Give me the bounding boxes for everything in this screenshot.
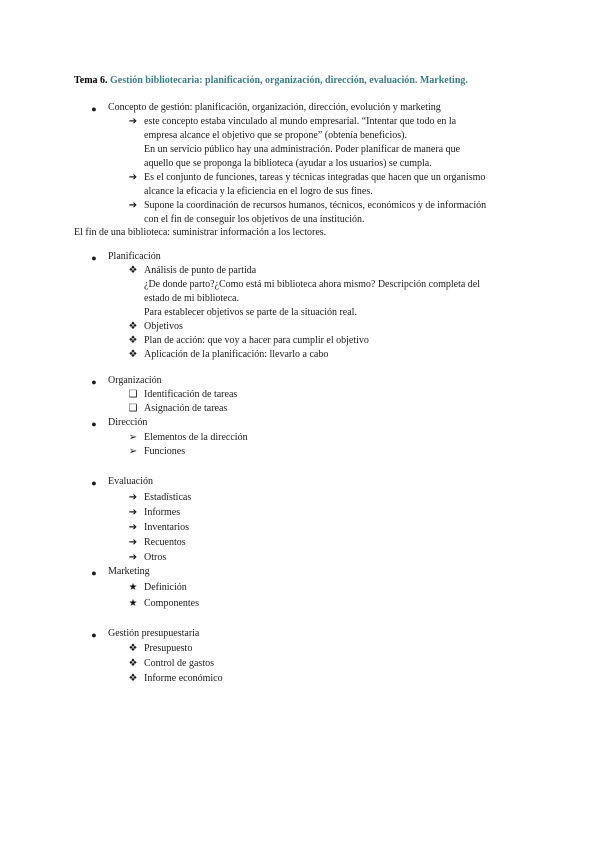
planificacion-line: Para establecer objetivos se parte de la situación real. bbox=[144, 307, 357, 318]
presupuestaria-item: Presupuesto bbox=[144, 643, 193, 654]
arrow-icon: ➔ bbox=[128, 552, 138, 563]
bullet-icon: ● bbox=[91, 568, 97, 578]
arrow-icon: ➔ bbox=[128, 537, 138, 548]
star-icon: ★ bbox=[128, 582, 138, 593]
gestion-presupuestaria-heading: Gestión presupuestaria bbox=[108, 628, 200, 639]
bullet-icon: ● bbox=[91, 377, 97, 387]
diamond-icon: ❖ bbox=[128, 321, 138, 332]
checkbox-square-icon: ❏ bbox=[128, 389, 138, 400]
marketing-item: Definición bbox=[144, 582, 187, 593]
diamond-icon: ❖ bbox=[128, 658, 138, 669]
chevron-arrow-icon: ➢ bbox=[128, 432, 138, 443]
direccion-item: Funciones bbox=[144, 446, 186, 457]
planificacion-line: Objetivos bbox=[144, 321, 183, 332]
star-icon: ★ bbox=[128, 598, 138, 609]
diamond-icon: ❖ bbox=[128, 349, 138, 360]
page-title bbox=[74, 74, 468, 88]
diamond-icon: ❖ bbox=[128, 265, 138, 276]
planificacion-line: estado de mi biblioteca. bbox=[144, 293, 239, 304]
title-prefix: Tema 6. bbox=[74, 75, 108, 86]
bullet-icon: ● bbox=[91, 104, 97, 114]
direccion-item: Elementos de la dirección bbox=[144, 432, 248, 443]
concepto-heading: Concepto de gestión: planificación, organización, dirección, evolución y marketing bbox=[108, 102, 441, 113]
concepto-line: En un servicio público hay una administración. Poder planificar de manera que bbox=[144, 144, 461, 155]
direccion-heading: Dirección bbox=[108, 417, 148, 428]
evaluacion-heading: Evaluación bbox=[108, 476, 153, 487]
arrow-icon: ➔ bbox=[128, 116, 138, 127]
concepto-line: este concepto estaba vinculado al mundo empresarial. “Intentar que todo en la bbox=[144, 116, 457, 127]
presupuestaria-item: Control de gastos bbox=[144, 658, 214, 669]
evaluacion-item: Estadísticas bbox=[144, 492, 192, 503]
diamond-icon: ❖ bbox=[128, 335, 138, 346]
bullet-icon: ● bbox=[91, 419, 97, 429]
bullet-icon: ● bbox=[91, 630, 97, 640]
concepto-line: aquello que se proponga la biblioteca (ayudar a los usuarios) se cumpla. bbox=[144, 158, 432, 169]
evaluacion-item: Informes bbox=[144, 507, 181, 518]
planificacion-line: ¿De donde parto?¿Como está mi biblioteca ahora mismo? Descripción completa del bbox=[144, 279, 480, 290]
title-text: Gestión bibliotecaria: planificación, organización, dirección, evaluación. Marketing. bbox=[110, 75, 468, 86]
arrow-icon: ➔ bbox=[128, 522, 138, 533]
organizacion-heading: Organización bbox=[108, 375, 162, 386]
planificacion-line: Aplicación de la planificación: llevarlo a cabo bbox=[144, 349, 329, 360]
arrow-icon: ➔ bbox=[128, 200, 138, 211]
presupuestaria-item: Informe económico bbox=[144, 673, 223, 684]
concepto-line: con el fin de conseguir los objetivos de una institución. bbox=[144, 214, 365, 225]
planificacion-line: Plan de acción: que voy a hacer para cumplir el objetivo bbox=[144, 335, 369, 346]
diamond-icon: ❖ bbox=[128, 643, 138, 654]
checkbox-square-icon: ❏ bbox=[128, 403, 138, 414]
concepto-line: alcance la eficacia y la eficiencia en el logro de sus fines. bbox=[144, 186, 373, 197]
concepto-line: Es el conjunto de funciones, tareas y técnicas integradas que hacen que un organismo bbox=[144, 172, 486, 183]
organizacion-item: Identificación de tareas bbox=[144, 389, 238, 400]
bullet-icon: ● bbox=[91, 253, 97, 263]
planificacion-line: Análisis de punto de partida bbox=[144, 265, 257, 276]
chevron-arrow-icon: ➢ bbox=[128, 446, 138, 457]
evaluacion-item: Otros bbox=[144, 552, 167, 563]
evaluacion-item: Recuentos bbox=[144, 537, 186, 548]
arrow-icon: ➔ bbox=[128, 172, 138, 183]
arrow-icon: ➔ bbox=[128, 507, 138, 518]
fin-biblioteca-text: El fin de una biblioteca: suministrar información a los lectores. bbox=[74, 227, 327, 238]
concepto-line: Supone la coordinación de recursos humanos, técnicos, económicos y de información bbox=[144, 200, 487, 211]
arrow-icon: ➔ bbox=[128, 492, 138, 503]
organizacion-item: Asignación de tareas bbox=[144, 403, 228, 414]
evaluacion-item: Inventarios bbox=[144, 522, 189, 533]
bullet-icon: ● bbox=[91, 478, 97, 488]
planificacion-heading: Planificación bbox=[108, 251, 161, 262]
concepto-line: empresa alcance el objetivo que se propone” (obtenía beneficios). bbox=[144, 130, 407, 141]
diamond-icon: ❖ bbox=[128, 673, 138, 684]
marketing-item: Componentes bbox=[144, 598, 199, 609]
marketing-heading: Marketing bbox=[108, 566, 150, 577]
